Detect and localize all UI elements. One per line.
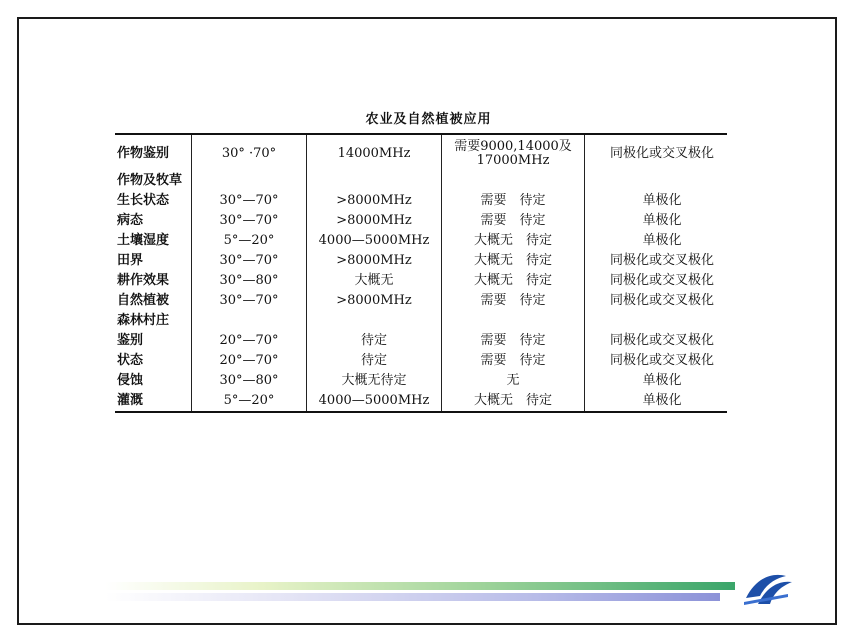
table-bottom-rule [115,411,727,413]
table-cell-c4: 同极化或交叉极化 [585,271,740,291]
decorative-green-bar [105,582,735,590]
table-row [115,351,739,371]
table-cell-c3: 需要9000,14000及17000MHz [442,135,585,171]
table-cell-c2: >8000MHz [307,191,442,211]
table-row [115,291,739,311]
table-cell-c3: 无 [442,371,585,391]
table-cell-c1: 20°—70° [192,351,307,371]
table-cell-c1: 5°—20° [192,391,307,411]
table-row [115,135,739,171]
table-cell-c1: 30°—70° [192,251,307,271]
table-cell-c2: 待定 [307,331,442,351]
table-cell-c4: 同极化或交叉极化 [585,251,740,271]
table-cell-c1 [192,171,307,191]
table-cell-c3 [442,171,585,191]
table-cell-c3: 需要 待定 [442,331,585,351]
table-cell-c1: 30°—80° [192,371,307,391]
table-cell-c3: 需要 待定 [442,291,585,311]
table-cell-c0: 土壤湿度 [117,233,170,248]
table-cell-c2: 待定 [307,351,442,371]
table-cell-c0: 状态 [117,353,144,368]
table-cell-c0: 生长状态 [117,193,170,208]
table-cell-c1: 30°—70° [192,211,307,231]
table-cell-c2 [307,171,442,191]
table-row [115,371,739,391]
table-cell-c0: 作物及牧草 [117,173,183,188]
table-cell-c0: 作物鉴别 [117,146,170,161]
table-body [115,135,739,411]
table-title: 农业及自然植被应用 [365,112,492,127]
table-cell-c4: 同极化或交叉极化 [585,331,740,351]
table-cell-c1: 5°—20° [192,231,307,251]
table-row [115,171,739,191]
table-cell-c0: 鉴别 [117,333,144,348]
decorative-blue-bar [105,593,720,601]
table-cell-c3: 大概无 待定 [442,391,585,411]
table-cell-c4: 同极化或交叉极化 [585,291,740,311]
table-cell-c0: 耕作效果 [117,273,170,288]
table-cell-c1 [192,311,307,331]
table-cell-c2: 大概无待定 [307,371,442,391]
table-cell-c1: 20°—70° [192,331,307,351]
table-cell-c2: 4000—5000MHz [307,391,442,411]
table-row [115,251,739,271]
table-cell-c4 [585,311,740,331]
table-row [115,271,739,291]
table-cell-c0: 自然植被 [117,293,170,308]
table-row [115,231,739,251]
table-cell-c2: 大概无 [307,271,442,291]
table-cell-c4: 单极化 [585,231,740,251]
table-cell-c1: 30°—70° [192,291,307,311]
table-cell-c1: 30° ·70° [192,135,307,171]
table-row [115,191,739,211]
table-cell-c3 [442,311,585,331]
table-cell-c2: >8000MHz [307,291,442,311]
table-cell-c3: 需要 待定 [442,211,585,231]
table-cell-c2: 14000MHz [307,135,442,171]
table-cell-c2: >8000MHz [307,211,442,231]
table-cell-c1: 30°—70° [192,191,307,211]
table-cell-c3: 大概无 待定 [442,271,585,291]
table-cell-c0: 侵蚀 [117,373,144,388]
table-cell-c2: >8000MHz [307,251,442,271]
stylized-swoosh-logo-icon [742,570,794,610]
table-cell-c1: 30°—80° [192,271,307,291]
table-cell-c2: 4000—5000MHz [307,231,442,251]
table-row [115,391,739,411]
table-cell-c4: 同极化或交叉极化 [585,135,740,171]
table-cell-c0: 灌溉 [117,393,144,408]
table-row [115,311,739,331]
table-row [115,331,739,351]
table-cell-c4: 单极化 [585,191,740,211]
table-cell-c3: 需要 待定 [442,191,585,211]
table-cell-c4: 单极化 [585,211,740,231]
table-cell-c3: 大概无 待定 [442,231,585,251]
data-table [115,133,727,413]
table-cell-c3: 大概无 待定 [442,251,585,271]
table-cell-c0: 森林村庄 [117,313,170,328]
table-cell-c0: 田界 [117,253,144,268]
table-cell-c3: 需要 待定 [442,351,585,371]
table-cell-c4: 单极化 [585,371,740,391]
table-cell-c4 [585,171,740,191]
table-cell-c2 [307,311,442,331]
table-cell-c4: 单极化 [585,391,740,411]
table-row [115,211,739,231]
table-cell-c4: 同极化或交叉极化 [585,351,740,371]
table-cell-c0: 病态 [117,213,144,228]
